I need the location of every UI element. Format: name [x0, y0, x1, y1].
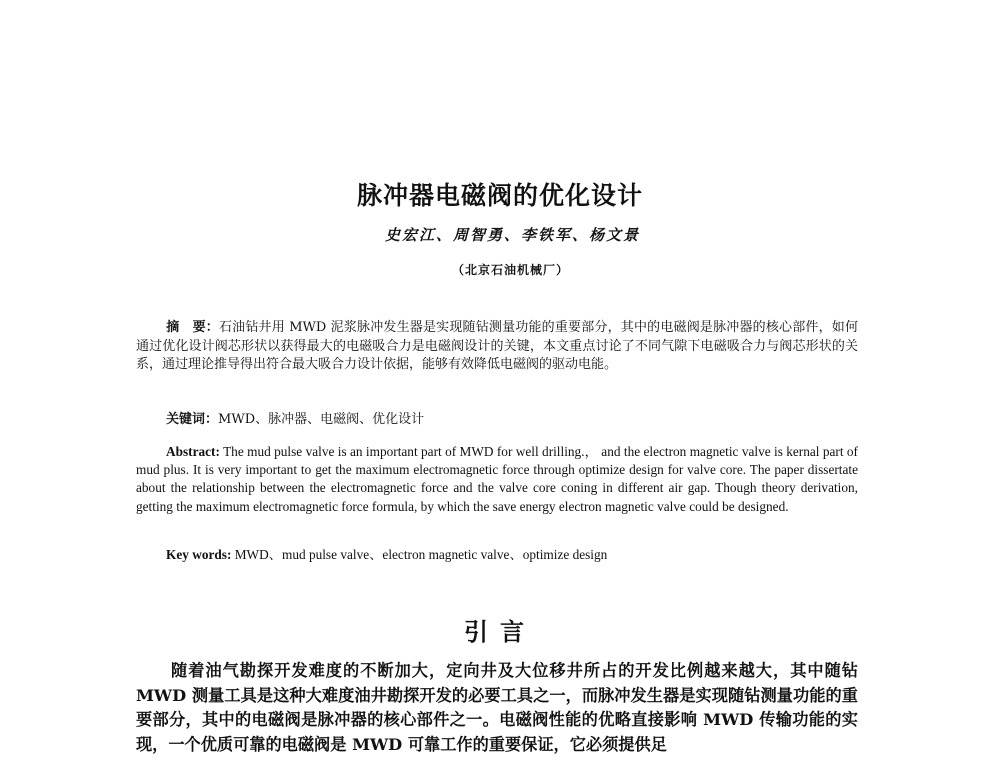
abstract-english-text: The mud pulse valve is an important part of MWD for well drilling.， and the electron magnetic valve is kernal part of mud plus. It is very important to get the maximum electromagnetic force through optimize design for valve core. The paper dissertate about the relationship between the electromagnetic force and the valve core coning in different air gap. Though theory derivation, getting the maximum electromagnetic force formula, by which the save energy electron magnetic valve could be designed.	[136, 444, 858, 514]
paper-affiliation: （北京石油机械厂）	[452, 263, 570, 277]
abstract-english	[136, 443, 858, 516]
abstract-chinese-label: 摘 要：	[166, 320, 219, 335]
keywords-chinese-text: MWD、脉冲器、电磁阀、优化设计	[218, 412, 425, 427]
keywords-english-text: MWD、mud pulse valve、electron magnetic valve、optimize design	[234, 547, 608, 562]
keywords-chinese	[136, 411, 858, 430]
keywords-english	[136, 546, 858, 565]
introduction-paragraph	[136, 659, 858, 757]
section-heading-introduction: 引言	[464, 617, 536, 646]
introduction-text: 随着油气勘探开发难度的不断加大，定向井及大位移井所占的开发比例越来越大，其中随钻 MWD 测量工具是这种大难度油井勘探开发的必要工具之一，而脉冲发生器是实现随钻测量功能的重要部分，其中的电磁阀是脉冲器的核心部件之一。电磁阀性能的优略直接影响 MWD 传输功能的实现，一个优质可靠的电磁阀是 MWD 可靠工作的重要保证，它必须提供足	[136, 661, 858, 754]
abstract-chinese-text: 石油钻井用 MWD 泥浆脉冲发生器是实现随钻测量功能的重要部分，其中的电磁阀是脉冲器的核心部件，如何通过优化设计阀芯形状以获得最大的电磁吸合力是电磁阀设计的关键，本文重点讨论了不同气隙下电磁吸合力与阀芯形状的关系，通过理论推导得出符合最大吸合力设计依据，能够有效降低电磁阀的驱动电能。	[136, 320, 858, 372]
keywords-english-label: Key words:	[166, 547, 232, 562]
paper-authors: 史宏江、周智勇、李铁军、杨文景	[385, 226, 641, 244]
abstract-english-label: Abstract:	[166, 444, 220, 459]
paper-title: 脉冲器电磁阀的优化设计	[356, 181, 643, 210]
abstract-chinese	[136, 319, 858, 375]
keywords-chinese-label: 关键词：	[166, 412, 219, 427]
